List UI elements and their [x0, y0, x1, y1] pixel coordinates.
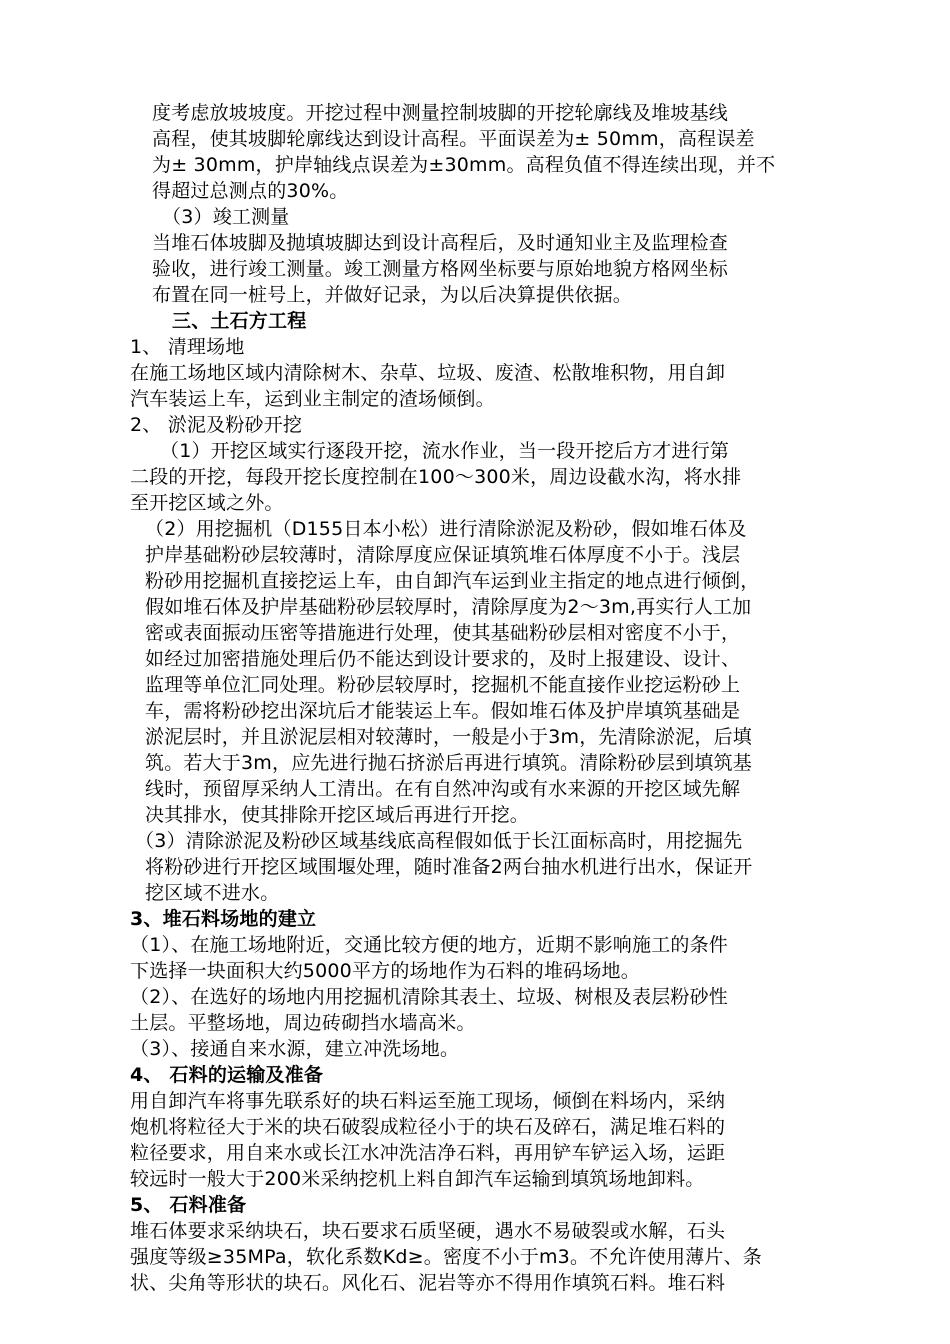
text-line: 下选择一块面积大约5000平方的场地作为石料的堆码场地。 — [130, 960, 640, 982]
text-line: 假如堆石体及护岸基础粉砂层较厚时，清除厚度为2～3m,再实行人工加 — [145, 596, 752, 618]
section-heading: 三、土石方工程 — [172, 310, 307, 332]
text-line: （2）用挖掘机（D155日本小松）进行清除淤泥及粉砂，假如堆石体及 — [145, 518, 747, 540]
text-line: 为± 30mm，护岸轴线点误差为±30mm。高程负值不得连续出现，并不 — [152, 154, 776, 176]
numbered-heading: 1、 清理场地 — [130, 336, 245, 358]
text-line: 验收，进行竣工测量。竣工测量方格网坐标要与原始地貌方格网坐标 — [152, 258, 729, 280]
text-line: （1）开挖区域实行逐段开挖，流水作业，当一段开挖后方才进行第 — [160, 440, 730, 462]
text-line: 强度等级≥35MPa，软化系数Kd≥。密度不小于m3。不允许使用薄片、条 — [130, 1246, 762, 1268]
text-line: 挖区域不进水。 — [145, 882, 280, 904]
text-line: 车，需将粉砂挖出深坑后才能装运上车。假如堆石体及护岸填筑基础是 — [145, 700, 741, 722]
text-line: 将粉砂进行开挖区域围堰处理，随时准备2两台抽水机进行出水，保证开 — [145, 856, 753, 878]
text-line: 决其排水，使其排除开挖区域后再进行开挖。 — [145, 804, 530, 826]
text-line: 较远时一般大于200米采纳挖机上料自卸汽车运输到填筑场地卸料。 — [130, 1168, 705, 1190]
text-line: 高程，使其坡脚轮廓线达到设计高程。平面误差为± 50mm，高程误差 — [152, 128, 755, 150]
numbered-heading: 5、 石料准备 — [130, 1194, 247, 1216]
numbered-heading: 3、堆石料场地的建立 — [130, 908, 317, 930]
text-line: 土层。平整场地，周边砖砌挡水墙高米。 — [130, 1012, 476, 1034]
text-line: 堆石体要求采纳块石，块石要求石质坚硬，遇水不易破裂或水解，石头 — [130, 1220, 726, 1242]
text-line: 筑。若大于3m，应先进行抛石挤淤后再进行填筑。清除粉砂层到填筑基 — [145, 752, 752, 774]
text-line: 布置在同一桩号上，并做好记录，为以后决算提供依据。 — [152, 284, 633, 306]
text-line: 如经过加密措施处理后仍不能达到设计要求的，及时上报建设、设计、 — [145, 648, 741, 670]
subsection-heading: （3）竣工测量 — [162, 206, 290, 228]
text-line: 至开挖区域之外。 — [130, 492, 284, 514]
text-line: （2）、在选好的场地内用挖掘机清除其表土、垃圾、树根及表层粉砂性 — [130, 986, 728, 1008]
text-line: 用自卸汽车将事先联系好的块石料运至施工现场，倾倒在料场内，采纳 — [130, 1090, 726, 1112]
text-line: 淤泥层时，并且淤泥层相对较薄时，一般是小于3m，先清除淤泥，后填 — [145, 726, 752, 748]
text-line: 密或表面振动压密等措施进行处理，使其基础粉砂层相对密度不小于， — [145, 622, 741, 644]
numbered-heading: 2、 淤泥及粉砂开挖 — [130, 414, 303, 436]
text-line: 二段的开挖，每段开挖长度控制在100～300米，周边设截水沟，将水排 — [130, 466, 742, 488]
text-line: 监理等单位汇同处理。粉砂层较厚时，挖掘机不能直接作业挖运粉砂上 — [145, 674, 741, 696]
numbered-heading: 4、 石料的运输及准备 — [130, 1064, 324, 1086]
text-line: 在施工场地区域内清除树木、杂草、垃圾、废渣、松散堆积物，用自卸 — [130, 362, 726, 384]
text-line: 炮机将粒径大于米的块石破裂成粒径小于的块石及碎石，满足堆石料的 — [130, 1116, 726, 1138]
text-line: 粒径要求，用自来水或长江水冲洗洁净石料，再用铲车铲运入场，运距 — [130, 1142, 726, 1164]
text-line: 汽车装运上车，运到业主制定的渣场倾倒。 — [130, 388, 495, 410]
text-line: 粉砂用挖掘机直接挖运上车，由自卸汽车运到业主指定的地点进行倾倒， — [145, 570, 760, 592]
text-line: （1）、在施工场地附近，交通比较方便的地方，近期不影响施工的条件 — [130, 934, 728, 956]
text-line: （3）、接通自来水源，建立冲洗场地。 — [130, 1038, 460, 1060]
text-line: 护岸基础粉砂层较薄时，清除厚度应保证填筑堆石体厚度不小于。浅层 — [145, 544, 741, 566]
text-line: 线时，预留厚采纳人工清出。在有自然冲沟或有水来源的开挖区域先解 — [145, 778, 741, 800]
text-line: （3）清除淤泥及粉砂区域基线底高程假如低于长江面标高时，用挖掘先 — [135, 830, 743, 852]
text-line: 状、尖角等形状的块石。风化石、泥岩等亦不得用作填筑石料。堆石料 — [130, 1272, 726, 1294]
text-line: 得超过总测点的30%。 — [152, 180, 349, 202]
text-line: 度考虑放坡坡度。开挖过程中测量控制坡脚的开挖轮廓线及堆坡基线 — [152, 102, 729, 124]
text-line: 当堆石体坡脚及抛填坡脚达到设计高程后，及时通知业主及监理检查 — [152, 232, 729, 254]
